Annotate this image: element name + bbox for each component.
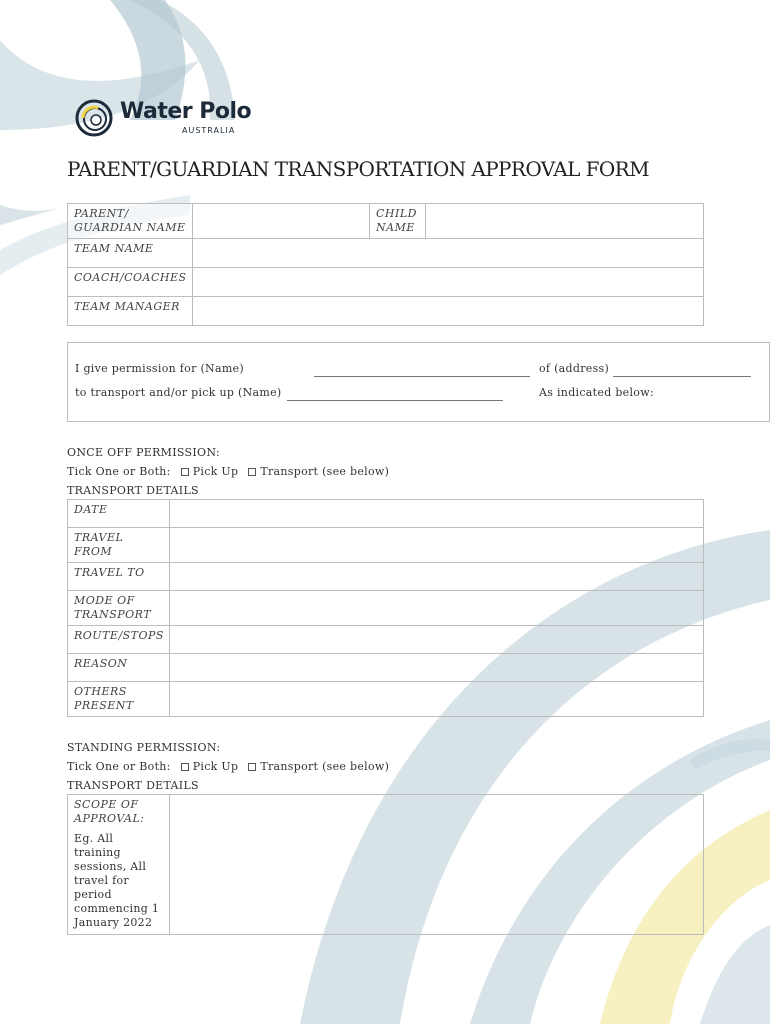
parent-guardian-name-field[interactable] (193, 204, 370, 239)
transport-detail-label (68, 500, 170, 528)
form-title: PARENT/GUARDIAN TRANSPORTATION APPROVAL FORM (67, 157, 649, 181)
once-off-transport-table (67, 499, 704, 717)
transport-detail-label-text: MODE OF TRANSPORT (74, 594, 152, 621)
transport-detail-field[interactable] (170, 563, 704, 591)
team-manager-label: TEAM MANAGER (68, 297, 193, 326)
transport-label: to transport and/or pick up (Name) (75, 386, 282, 399)
transport-detail-row (68, 626, 704, 654)
child-name-label: CHILD NAME (370, 204, 426, 239)
coaches-field[interactable] (193, 268, 704, 297)
transport-detail-row (68, 654, 704, 682)
transport-detail-label (68, 654, 170, 682)
scope-of-approval-label: SCOPE OF APPROVAL: Eg. All training sessions, All travel for period commencing 1 January 2022 (68, 795, 170, 935)
once-off-details-heading: TRANSPORT DETAILS (67, 484, 199, 497)
transport-detail-label-text: TRAVEL TO (74, 566, 145, 579)
once-off-transport-checkbox[interactable] (248, 468, 256, 476)
transport-detail-label (68, 626, 170, 654)
permission-name-field[interactable] (314, 375, 530, 377)
transport-detail-row (68, 682, 704, 717)
once-off-tick-row (67, 465, 389, 478)
transport-detail-label-text: REASON (74, 657, 128, 670)
standing-heading: STANDING PERMISSION: (67, 741, 221, 754)
logo-title: Water Polo (120, 99, 252, 124)
transport-detail-field[interactable] (170, 682, 704, 717)
transport-detail-label (68, 682, 170, 717)
transport-detail-row (68, 563, 704, 591)
standing-tick-row (67, 760, 389, 773)
transport-name-field[interactable] (287, 399, 503, 401)
once-off-tick-label: Tick One or Both: (67, 465, 171, 478)
transport-detail-label (68, 528, 170, 563)
once-off-pickup-checkbox[interactable] (181, 468, 189, 476)
transport-detail-label-text: DATE (74, 503, 108, 516)
standing-transport-checkbox[interactable] (248, 763, 256, 771)
as-indicated-label: As indicated below: (539, 386, 654, 399)
transport-detail-field[interactable] (170, 528, 704, 563)
team-manager-field[interactable] (193, 297, 704, 326)
once-off-heading: ONCE OFF PERMISSION: (67, 446, 220, 459)
transport-detail-label (68, 591, 170, 626)
transport-detail-field[interactable] (170, 500, 704, 528)
address-field[interactable] (613, 375, 751, 377)
logo-subtitle: AUSTRALIA (182, 126, 236, 135)
standing-tick-label: Tick One or Both: (67, 760, 171, 773)
transport-detail-label-text: OTHERS PRESENT (74, 685, 134, 712)
transport-detail-label-text: TRAVEL FROM (74, 531, 124, 558)
of-address-label: of (address) (539, 362, 610, 375)
transport-detail-row (68, 500, 704, 528)
once-off-transport-label: Transport (see below) (260, 465, 390, 478)
transport-detail-row (68, 528, 704, 563)
transport-detail-field[interactable] (170, 654, 704, 682)
details-table (67, 203, 704, 326)
scope-of-approval-field[interactable] (170, 795, 704, 935)
give-permission-label: I give permission for (Name) (75, 362, 244, 375)
standing-details-heading: TRANSPORT DETAILS (67, 779, 199, 792)
transport-detail-label-text: ROUTE/STOPS (74, 629, 164, 642)
parent-guardian-label: PARENT/ GUARDIAN NAME (68, 204, 193, 239)
standing-transport-table (67, 794, 704, 935)
team-name-field[interactable] (193, 239, 704, 268)
permission-box (67, 342, 770, 422)
transport-detail-row (68, 591, 704, 626)
water-polo-australia-logo (74, 97, 252, 141)
transport-detail-field[interactable] (170, 591, 704, 626)
scope-example-text: Eg. All training sessions, All travel for period commencing 1 January 2022 (74, 832, 160, 929)
transport-detail-field[interactable] (170, 626, 704, 654)
coaches-label: COACH/COACHES (68, 268, 193, 297)
logo-swirl-icon (74, 97, 114, 137)
transport-detail-label (68, 563, 170, 591)
standing-transport-label: Transport (see below) (260, 760, 390, 773)
standing-pickup-label: Pick Up (192, 760, 239, 773)
team-name-label: TEAM NAME (68, 239, 193, 268)
standing-pickup-checkbox[interactable] (181, 763, 189, 771)
once-off-pickup-label: Pick Up (192, 465, 239, 478)
child-name-field[interactable] (426, 204, 704, 239)
